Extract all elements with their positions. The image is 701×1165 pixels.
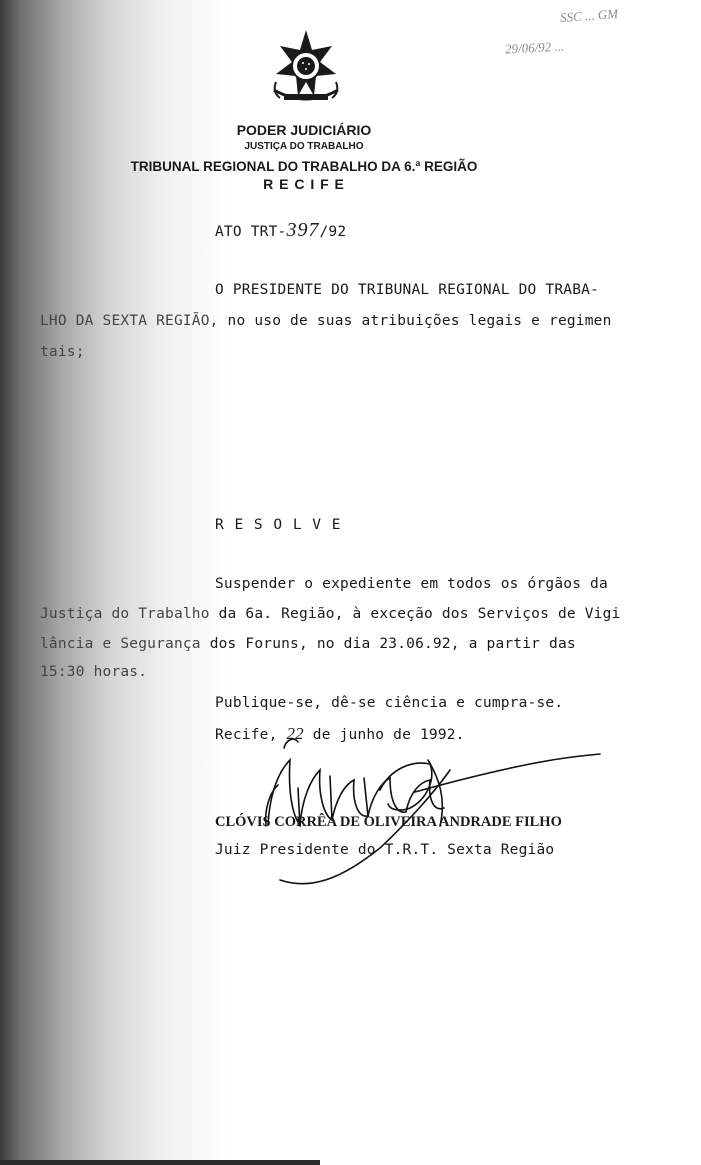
header-recife: R E C I F E (263, 176, 345, 192)
intro-line-3: tais; (40, 344, 85, 360)
act-suffix: /92 (319, 224, 347, 240)
resolve-heading: R E S O L V E (215, 517, 342, 533)
act-number-handwritten: 397 (286, 219, 320, 241)
pencil-note-date: 29/06/92 ... (504, 38, 565, 57)
body-line-4: 15:30 horas. (40, 664, 148, 680)
date-rest: de junho de 1992. (312, 727, 465, 743)
body-line-3-prefix: lância e Segurança (40, 636, 201, 652)
scan-bottom-edge (0, 1160, 320, 1165)
header-tribunal: TRIBUNAL REGIONAL DO TRABALHO DA 6.ª REGIÃO (130, 159, 478, 174)
handwritten-signature (240, 730, 620, 890)
body-line-1: Suspender o expediente em todos os órgãos da (215, 576, 608, 592)
signatory-name: CLÓVIS CORRÊA DE OLIVEIRA ANDRADE FILHO (215, 814, 562, 830)
date-day-handwritten: 22 (286, 724, 304, 743)
body-line-3 (40, 636, 576, 652)
body-line-2 (40, 606, 620, 622)
body-line-3-rest: dos Foruns, no dia 23.06.92, a partir das (209, 636, 576, 652)
intro-line-1: O PRESIDENTE DO TRIBUNAL REGIONAL DO TRABA- (215, 282, 599, 298)
brazil-coat-of-arms-icon (266, 28, 346, 110)
act-number (215, 219, 346, 242)
header-justica-trabalho: JUSTIÇA DO TRABALHO (244, 141, 364, 152)
publish-line: Publique-se, dê-se ciência e cumpra-se. (215, 695, 564, 711)
intro-line-2-prefix: LHO DA SEXTA REGIÃO, (40, 313, 219, 329)
body-line-2-prefix: Justiça do Trabalho (40, 606, 210, 622)
date-prefix: Recife, (215, 727, 278, 743)
body-line-2-rest: da 6a. Região, à exceção dos Serviços de Vigi (218, 606, 621, 622)
intro-line-2 (40, 313, 612, 329)
header-poder-judiciario: PODER JUDICIÁRIO (236, 122, 372, 138)
intro-line-2-rest: no uso de suas atribuições legais e regimen (227, 313, 612, 329)
act-prefix: ATO TRT- (215, 224, 287, 240)
pencil-note-top: SSC ... GM (559, 5, 619, 26)
signatory-title: Juiz Presidente do T.R.T. Sexta Região (215, 842, 555, 858)
